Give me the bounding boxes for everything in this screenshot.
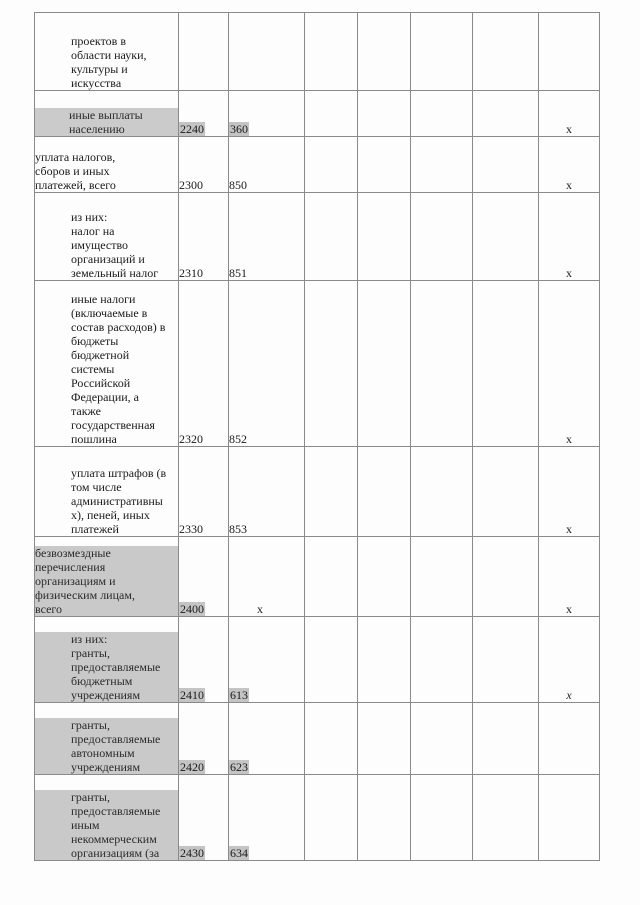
empty-cell	[473, 137, 539, 193]
table-row	[35, 281, 600, 447]
empty-cell	[358, 703, 411, 775]
row-kbk-cell: 852	[229, 281, 305, 447]
empty-cell	[358, 537, 411, 617]
empty-cell	[358, 13, 411, 91]
empty-cell	[305, 281, 358, 447]
table-row	[35, 447, 600, 537]
row-x-cell: x	[539, 281, 600, 447]
row-name-cell: уплата налогов, сборов и иных платежей, всего	[35, 137, 179, 193]
empty-cell	[411, 137, 473, 193]
row-name-cell: из них: налог на имущество организаций и земельный налог	[35, 193, 179, 281]
row-code-cell: 2420	[179, 703, 229, 775]
empty-cell	[411, 91, 473, 137]
empty-cell	[358, 281, 411, 447]
row-kbk-cell: 851	[229, 193, 305, 281]
row-code-cell: 2320	[179, 281, 229, 447]
row-x-cell: x	[539, 537, 600, 617]
empty-cell	[358, 447, 411, 537]
empty-cell	[305, 617, 358, 703]
empty-cell	[358, 193, 411, 281]
empty-cell	[305, 137, 358, 193]
row-x-cell	[539, 13, 600, 91]
table-row	[35, 775, 600, 861]
row-name-cell: уплата штрафов (в том числе административны х), пеней, иных платежей	[35, 447, 179, 537]
empty-cell	[305, 775, 358, 861]
row-kbk-cell: 623	[229, 703, 305, 775]
table-row	[35, 137, 600, 193]
row-name-cell: проектов в области науки, культуры и искусства	[35, 13, 179, 91]
row-code-cell: 2310	[179, 193, 229, 281]
row-kbk-cell	[229, 13, 305, 91]
empty-cell	[411, 775, 473, 861]
row-code-cell: 2330	[179, 447, 229, 537]
row-name-cell: из них: гранты, предоставляемые бюджетным учреждениям	[35, 617, 179, 703]
empty-cell	[473, 13, 539, 91]
row-x-cell	[539, 775, 600, 861]
row-kbk-cell: 850	[229, 137, 305, 193]
row-x-cell: x	[539, 91, 600, 137]
empty-cell	[305, 193, 358, 281]
table-row	[35, 617, 600, 703]
empty-cell	[473, 281, 539, 447]
empty-cell	[411, 703, 473, 775]
row-name-cell: гранты, предоставляемые иным некоммерческим организациям (за	[35, 775, 179, 861]
empty-cell	[305, 703, 358, 775]
row-kbk-cell: 634	[229, 775, 305, 861]
row-x-cell: x	[539, 617, 600, 703]
table-row	[35, 193, 600, 281]
row-x-cell	[539, 703, 600, 775]
empty-cell	[358, 137, 411, 193]
expenditure-table	[34, 12, 600, 861]
empty-cell	[305, 447, 358, 537]
empty-cell	[358, 617, 411, 703]
row-code-cell	[179, 13, 229, 91]
row-code-cell: 2410	[179, 617, 229, 703]
row-x-cell: x	[539, 193, 600, 281]
row-x-cell: x	[539, 447, 600, 537]
row-kbk-cell: x	[229, 537, 305, 617]
empty-cell	[473, 91, 539, 137]
empty-cell	[473, 193, 539, 281]
row-code-cell: 2240	[179, 91, 229, 137]
empty-cell	[411, 537, 473, 617]
row-code-cell: 2400	[179, 537, 229, 617]
row-name-cell: иные выплаты населению	[35, 91, 179, 137]
empty-cell	[411, 193, 473, 281]
empty-cell	[411, 447, 473, 537]
row-name-cell: гранты, предоставляемые автономным учреждениям	[35, 703, 179, 775]
empty-cell	[473, 775, 539, 861]
table-row	[35, 13, 600, 91]
row-kbk-cell: 853	[229, 447, 305, 537]
row-code-cell: 2430	[179, 775, 229, 861]
empty-cell	[473, 447, 539, 537]
row-x-cell: x	[539, 137, 600, 193]
empty-cell	[473, 617, 539, 703]
row-name-cell: безвозмездные перечисления организациям и физическим лицам, всего	[35, 537, 179, 617]
empty-cell	[305, 91, 358, 137]
empty-cell	[411, 617, 473, 703]
empty-cell	[305, 537, 358, 617]
empty-cell	[473, 703, 539, 775]
row-kbk-cell: 360	[229, 91, 305, 137]
table-row	[35, 91, 600, 137]
row-name-cell: иные налоги (включаемые в состав расходов) в бюджеты бюджетной системы Российской Федерации, а также государственная пошлина	[35, 281, 179, 447]
empty-cell	[411, 13, 473, 91]
empty-cell	[305, 13, 358, 91]
table-row	[35, 703, 600, 775]
empty-cell	[411, 281, 473, 447]
row-kbk-cell: 613	[229, 617, 305, 703]
row-code-cell: 2300	[179, 137, 229, 193]
table-row	[35, 537, 600, 617]
empty-cell	[358, 775, 411, 861]
empty-cell	[473, 537, 539, 617]
empty-cell	[358, 91, 411, 137]
